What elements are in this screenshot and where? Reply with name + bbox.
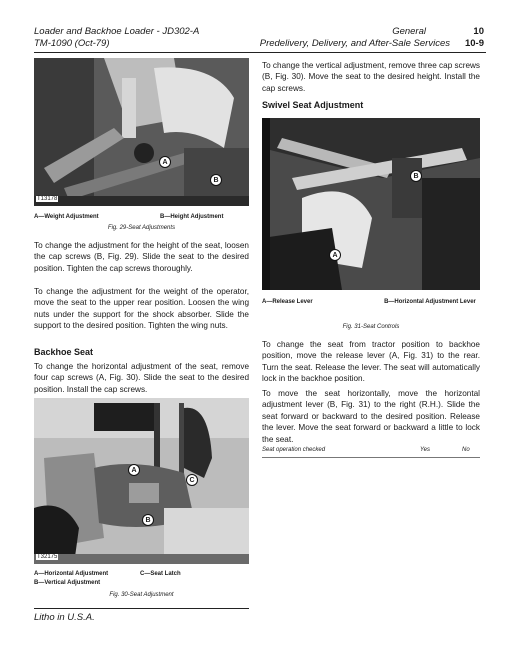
fig29-photo-id: T13178 bbox=[37, 196, 58, 202]
swivel-seat-heading: Swivel Seat Adjustment bbox=[262, 100, 364, 110]
fig30-caption-b: B—Vertical Adjustment bbox=[34, 580, 101, 586]
right-paragraph-4: To change the seat from tractor position to backhoe position, move the release lever (A, Fig. 31) to the rear. Turn the seat. Release the lever. The seat will automatically lock in the backhoe position. bbox=[262, 340, 480, 384]
fig30-caption-a: A—Horizontal Adjustment bbox=[34, 571, 109, 577]
fig30-photo bbox=[34, 398, 249, 564]
header-section-title: General bbox=[392, 26, 426, 37]
fig31-caption: Fig. 31-Seat Controls bbox=[342, 324, 400, 330]
header-manual-title: Loader and Backhoe Loader - JD302-A bbox=[34, 26, 200, 37]
fig30-caption-c: C—Seat Latch bbox=[140, 571, 181, 577]
fig31-callout-a: A bbox=[329, 249, 341, 261]
fig30-callout-b: B bbox=[142, 514, 154, 526]
footer-rule bbox=[34, 608, 249, 609]
fig29-caption-b: B—Height Adjustment bbox=[160, 214, 224, 220]
fig30-callout-c: C bbox=[186, 474, 198, 486]
check-no-option[interactable]: No bbox=[462, 447, 470, 453]
fig29-caption-a: A—Weight Adjustment bbox=[34, 214, 99, 220]
fig31-photo bbox=[262, 118, 480, 290]
left-paragraph-3: To change the horizontal adjustment of the seat, remove four cap screws (A, Fig. 30). Slide the seat to the desired position. Install the cap screws. bbox=[34, 362, 249, 394]
fig29-callout-a: A bbox=[159, 156, 171, 168]
footer-litho: Litho in U.S.A. bbox=[34, 612, 95, 623]
header-subsection-title: Predelivery, Delivery, and After-Sale Services bbox=[259, 38, 450, 49]
fig30-photo-id: T32175 bbox=[37, 554, 58, 560]
header-page-number: 10-9 bbox=[464, 38, 484, 49]
right-paragraph-5: To move the seat horizontally, move the horizontal adjustment lever (B, Fig. 31) to the right (R.H.). Slide the seat forward or backward to the desired position. Release the lever. Move the seat forward or backward a little to lock the seat. bbox=[262, 389, 480, 444]
header-section-number: 10 bbox=[473, 26, 484, 37]
backhoe-seat-heading: Backhoe Seat bbox=[34, 347, 94, 357]
fig31-caption-b: B—Horizontal Adjustment Lever bbox=[384, 299, 476, 305]
fig29-callout-b: B bbox=[210, 174, 222, 186]
header-manual-code: TM-1090 (Oct-79) bbox=[34, 38, 110, 49]
fig29-photo bbox=[34, 58, 249, 206]
fig30-callout-a: A bbox=[128, 464, 140, 476]
fig31-callout-b: B bbox=[410, 170, 422, 182]
left-paragraph-2: To change the adjustment for the weight of the operator, move the seat to the upper rear position. Loosen the wing nuts under the support for the shock absorber. Slide the support to the desired position. Tighten the wing nuts. bbox=[34, 287, 249, 331]
right-paragraph-top: To change the vertical adjustment, remove three cap screws (B, Fig. 30). Move the seat to the desired height. Install the cap screws. bbox=[262, 61, 480, 93]
seat-operation-check-label: Seat operation checked bbox=[262, 447, 326, 453]
check-rule bbox=[262, 457, 480, 458]
left-paragraph-1: To change the adjustment for the height of the seat, loosen the cap screws (B, Fig. 29). Slide the seat to the desired position. Tighten the cap screws thoroughly. bbox=[34, 241, 249, 273]
fig29-caption: Fig. 29-Seat Adjustments bbox=[107, 225, 176, 231]
header-rule bbox=[34, 52, 486, 53]
fig31-caption-a: A—Release Lever bbox=[262, 299, 313, 305]
fig30-caption: Fig. 30-Seat Adjustment bbox=[109, 592, 174, 598]
check-yes-option[interactable]: Yes bbox=[420, 447, 431, 453]
